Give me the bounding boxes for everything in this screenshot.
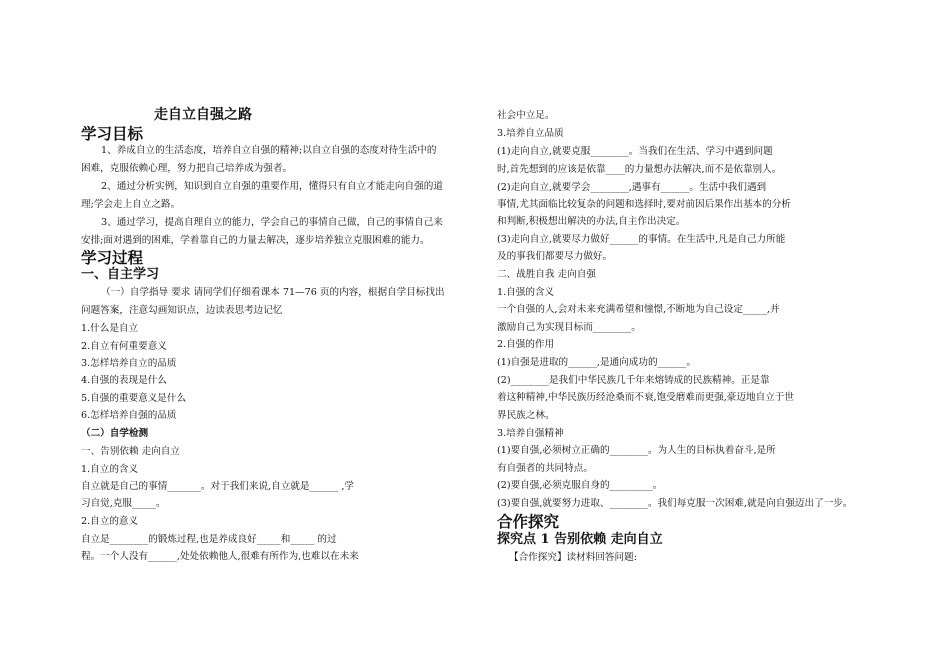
right-line-22: (2)要自强,必须克服自身的_________。 bbox=[497, 480, 663, 491]
question-6: 6.怎样培养自强的品质 bbox=[81, 410, 177, 421]
explore-point-heading: 探究点 1 告别依赖 走向自立 bbox=[497, 532, 663, 547]
right-line-7: 和判断,积极想出解决的办法,自主作出决定。 bbox=[497, 216, 686, 227]
right-line-8: (3)走向自立,就要尽力做好______的事情。在生活中,凡是自己力所能 bbox=[497, 234, 786, 245]
goal-1-line-2: 困难，克服依赖心理，努力把自己培养成为强者。 bbox=[81, 163, 293, 174]
part-1-heading: 一、告别依赖 走向自立 bbox=[81, 446, 180, 457]
heading-learning-goals: 学习目标 bbox=[81, 124, 144, 143]
right-line-18: 界民族之林。 bbox=[497, 410, 555, 421]
question-3: 3.怎样培养自立的品质 bbox=[81, 358, 177, 369]
heading-self-study: 一、自主学习 bbox=[81, 267, 160, 282]
goal-1-line-1: 1、养成自立的生活态度，培养自立自强的精神;以自立自强的态度对待生活中的 bbox=[101, 145, 437, 156]
right-line-9: 及的事我们都要尽力做好。 bbox=[497, 251, 613, 262]
meaning-line-2: 习自觉,克服_____。 bbox=[81, 498, 166, 509]
right-line-20: (1)要自强,必须树立正确的________。为人生的目标执着奋斗,是所 bbox=[497, 445, 776, 456]
right-line-1: 社会中立足。 bbox=[497, 110, 555, 121]
question-4: 4.自强的表现是什么 bbox=[81, 375, 167, 386]
self-check-heading: （二）自学检测 bbox=[81, 428, 149, 439]
guide-line-1: （一）自学指导 要求 请同学们仔细看课本 71—76 页的内容，根据自学目标找出 bbox=[101, 287, 445, 298]
heading-learning-process: 学习过程 bbox=[81, 248, 144, 267]
right-line-16: (2)________是我们中华民族几千年来熔铸成的民族精神。正是靠 bbox=[497, 375, 770, 386]
right-line-14: 2.自强的作用 bbox=[497, 339, 555, 350]
right-line-11: 1.自强的含义 bbox=[497, 287, 555, 298]
right-line-15: (1)自强是进取的______,是通向成功的______。 bbox=[497, 357, 696, 368]
goal-3-line-2: 安排;面对遇到的困难，学着靠自己的力量去解决，逐步培养独立克服困难的能力。 bbox=[81, 235, 430, 246]
significance-line-1: 自立是________的锻炼过程,也是养成良好_____和_____ 的过 bbox=[81, 534, 337, 545]
meaning-heading: 1.自立的含义 bbox=[81, 464, 139, 475]
right-line-19: 3.培养自强精神 bbox=[497, 428, 564, 439]
significance-line-2: 程。一个人没有______,处处依赖他人,很难有所作为,也难以在未来 bbox=[81, 551, 359, 562]
question-5: 5.自强的重要意义是什么 bbox=[81, 393, 187, 404]
right-line-6: 事情,尤其面临比较复杂的问题和选择时,要对前因后果作出基本的分析 bbox=[497, 199, 791, 210]
right-line-21: 有自强者的共同特点。 bbox=[497, 463, 593, 474]
goal-3-line-1: 3、通过学习，提高自理自立的能力，学会自己的事情自己做，自己的事情自己来 bbox=[101, 217, 443, 228]
part-2-heading: 二、战胜自我 走向自强 bbox=[497, 269, 596, 280]
right-line-13: 激励自己为实现目标而________。 bbox=[497, 322, 641, 333]
meaning-line-1: 自立就是自己的事情_______。对于我们来说,自立就是______ ,学 bbox=[81, 481, 354, 492]
significance-heading: 2.自立的意义 bbox=[81, 516, 139, 527]
right-line-5: (2)走向自立,就要学会________,遇事有______。生活中我们遇到 bbox=[497, 182, 767, 193]
right-line-17: 着这种精神,中华民族历经沧桑而不衰,饱受磨难而更强,豪迈地自立于世 bbox=[497, 392, 794, 403]
right-line-3: (1)走向自立,就要克服________。当我们在生活、学习中遇到问题 bbox=[497, 146, 773, 157]
question-1: 1.什么是自立 bbox=[81, 323, 139, 334]
cooperative-task: 【合作探究】读材料回答问题: bbox=[509, 552, 637, 563]
right-line-12: 一个自强的人,会对未来充满希望和憧憬,不断地为自己设定_____,并 bbox=[497, 304, 780, 315]
heading-cooperative-inquiry: 合作探究 bbox=[497, 512, 560, 531]
goal-2-line-2: 理;学会走上自立之路。 bbox=[81, 199, 181, 210]
right-line-4: 时,首先想到的应该是依靠____的力量想办法解决,而不是依靠别人。 bbox=[497, 164, 782, 175]
question-2: 2.自立有何重要意义 bbox=[81, 341, 167, 352]
page-title: 走自立自强之路 bbox=[154, 107, 252, 123]
right-line-23: (3)要自强,就要努力进取、________。我们每克服一次困难,就是向自强迈出了一步。 bbox=[497, 498, 853, 509]
right-line-2: 3.培养自立品质 bbox=[497, 128, 564, 139]
guide-line-2: 问题答案，注意勾画知识点，边读表思考边记忆 bbox=[81, 305, 283, 316]
goal-2-line-1: 2、通过分析实例，知识到自立自强的重要作用，懂得只有自立才能走向自强的道 bbox=[101, 181, 443, 192]
